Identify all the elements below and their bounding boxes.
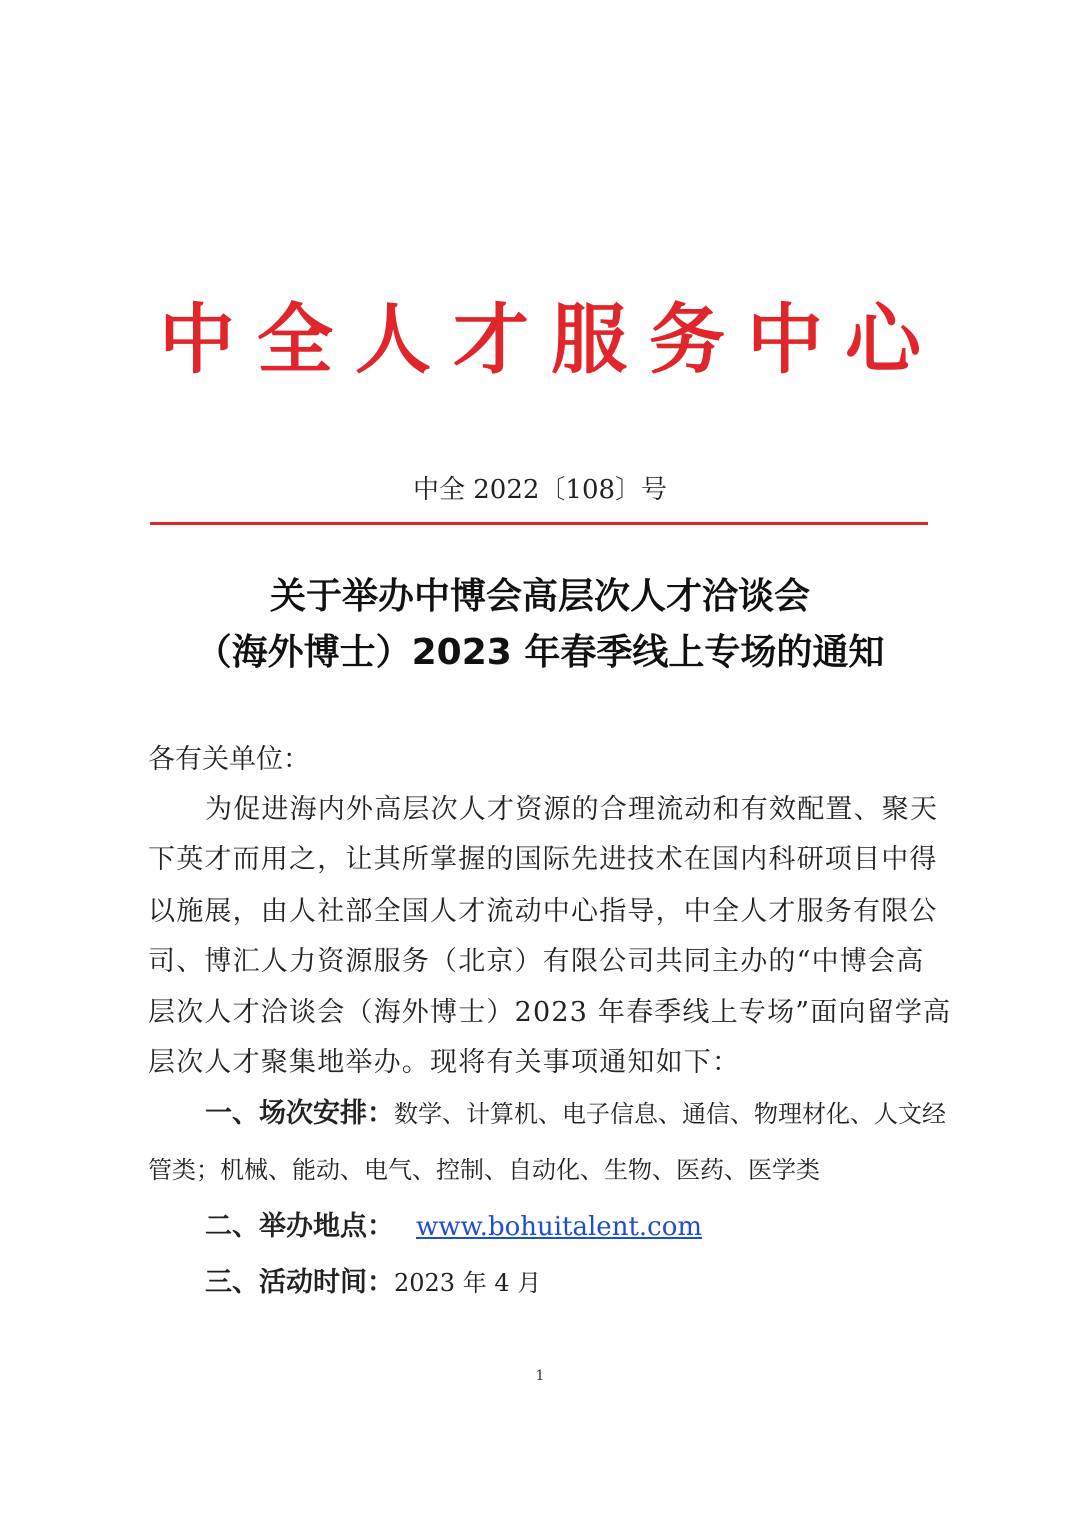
notice-title-line-2: （海外博士）2023 年春季线上专场的通知	[195, 632, 885, 673]
paragraph-line: 层次人才聚集地举办。现将有关事项通知如下：	[148, 1047, 741, 1078]
header-divider	[150, 522, 928, 525]
paragraph-line: 为促进海内外高层次人才资源的合理流动和有效配置、聚天	[205, 794, 939, 825]
session-arrangement-label: 一、场次安排：	[205, 1098, 394, 1129]
page-number: 1	[535, 1368, 545, 1384]
document-number: 中全 2022〔108〕号	[412, 475, 668, 505]
event-time-label: 三、活动时间：	[205, 1267, 394, 1298]
venue-website-link[interactable]: www.bohuitalent.com	[416, 1212, 703, 1242]
paragraph-line: 司、博汇人力资源服务（北京）有限公司共同主办的“中博会高	[148, 946, 925, 977]
session-arrangement-continuation: 管类；机械、能动、电气、控制、自动化、生物、医药、医学类	[148, 1156, 820, 1184]
event-time-item	[205, 1263, 541, 1303]
event-time-value: 2023 年 4 月	[394, 1269, 542, 1297]
paragraph-line: 下英才而用之，让其所掌握的国际先进技术在国内科研项目中得	[148, 844, 938, 875]
session-arrangement-value: 数学、计算机、电子信息、通信、物理材化、人文经	[394, 1100, 946, 1128]
organization-header: 中全人才服务中心	[159, 295, 943, 384]
salutation: 各有关单位：	[148, 744, 310, 775]
session-arrangement-item	[205, 1094, 946, 1134]
venue-item	[205, 1207, 702, 1247]
venue-label: 二、举办地点：	[205, 1211, 394, 1242]
paragraph-line: 以施展，由人社部全国人才流动中心指导，中全人才服务有限公	[148, 896, 938, 927]
paragraph-line: 层次人才洽谈会（海外博士）2023 年春季线上专场”面向留学高	[148, 997, 952, 1028]
notice-title-line-1: 关于举办中博会高层次人才洽谈会	[269, 576, 810, 617]
